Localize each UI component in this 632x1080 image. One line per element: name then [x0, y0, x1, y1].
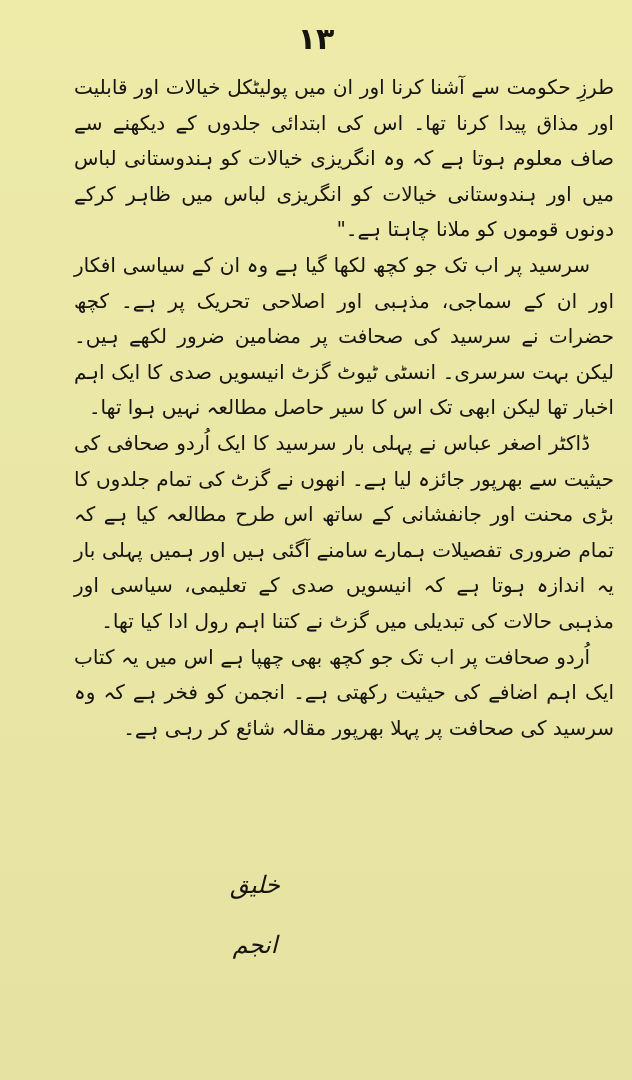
paragraph-4: اُردو صحافت پر اب تک جو کچھ بھی چھپا ہے اس میں یہ کتاب ایک اہم اضافے کی حیثیت رکھتی ہے۔ انجمن کو فخر ہے کہ وہ سرسید کی صحافت پر پہلا بھرپور مقالہ شائع کر رہی ہے۔ [74, 644, 614, 740]
paragraph-3: ڈاکٹر اصغر عباس نے پہلی بار سرسید کا ایک اُردو صحافی کی حیثیت سے بھرپور جائزہ لیا ہے۔ انھوں نے گزٹ کی تمام جلدوں کا بڑی محنت اور جانفشانی کے ساتھ اس طرح مطالعہ کیا ہے کہ تمام ضروری تفصیلات ہمارے سامنے آگئی ہیں اور ہمیں پہلی بار یہ اندازہ ہوتا ہے کہ انیسویں صدی کے تعلیمی، سیاسی اور مذہبی حالات کی تبدیلی میں گزٹ نے کتنا اہم رول ادا کیا تھا۔ [74, 430, 614, 633]
author-signature: خلیق انجم [229, 871, 281, 959]
paragraph-1: طرزِ حکومت سے آشنا کرنا اور ان میں پولیٹکل خیالات اور قابلیت اور مذاق پیدا کرنا تھا۔ اس کی ابتدائی جلدوں کے دیکھنے سے صاف معلوم ہوتا ہے کہ وہ انگریزی خیالات کو ہندوستانی لباس میں اور ہندوستانی خیالات کو انگریزی لباس میں ظاہر کرکے دونوں قوموں کو ملانا چاہتا ہے۔" [74, 75, 614, 242]
body-text [74, 70, 614, 860]
paragraph-2: سرسید پر اب تک جو کچھ لکھا گیا ہے وہ ان کے سیاسی افکار اور ان کے سماجی، مذہبی اور اصلاحی تحریک پر ہے۔ کچھ حضرات نے سرسید کی صحافت پر مضامین ضرور لکھے ہیں۔ لیکن بہت سرسری۔ انسٹی ٹیوٹ گزٹ انیسویں صدی کا ایک اہم اخبار تھا لیکن ابھی تک اس کا سیر حاصل مطالعہ نہیں ہوا تھا۔ [74, 252, 614, 420]
page-number: ۱۳ [297, 22, 335, 57]
